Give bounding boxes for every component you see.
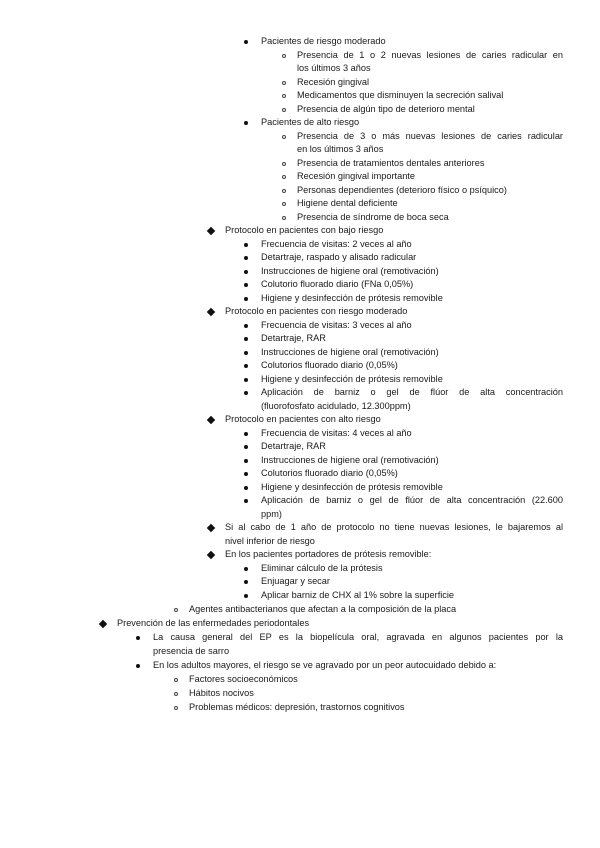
bullet-diamond-icon xyxy=(207,524,215,532)
text-line: Protocolo en pacientes con bajo riesgo xyxy=(225,225,384,235)
bullet-dot-icon xyxy=(244,459,248,463)
text-line: Hábitos nocivos xyxy=(189,688,254,698)
text-line: Problemas médicos: depresión, trastornos cognitivos xyxy=(189,702,405,712)
text-line: Presencia de tratamientos dentales anteriores xyxy=(297,158,485,168)
bullet-diamond-icon xyxy=(207,308,215,316)
text-line: Medicamentos que disminuyen la secreción salival xyxy=(297,90,504,100)
bullet-dot-icon xyxy=(244,337,248,341)
text-line: Aplicación de barniz o gel de flúor de alta concentración xyxy=(261,387,563,397)
text-line: Detartraje, RAR xyxy=(261,441,326,451)
text-line: (fluorofosfato acidulado, 12.300ppm) xyxy=(261,401,411,411)
bullet-dot-icon xyxy=(244,486,248,490)
text-line: Frecuencia de visitas: 4 veces al año xyxy=(261,428,412,438)
text-line: Presencia de algún tipo de deterioro mental xyxy=(297,104,475,114)
bullet-dot-icon xyxy=(244,351,248,355)
text-line: En los pacientes portadores de prótesis removible: xyxy=(225,549,432,559)
bullet-dot-icon xyxy=(136,664,140,668)
text-line: Higiene dental deficiente xyxy=(297,198,398,208)
bullet-circle-icon xyxy=(174,706,178,710)
text-line: Colutorio fluorado diario (FNa 0,05%) xyxy=(261,279,414,289)
text-line: Detartraje, RAR xyxy=(261,333,326,343)
text-line: Presencia de 1 o 2 nuevas lesiones de caries radicular en xyxy=(297,50,563,60)
text-line: En los adultos mayores, el riesgo se ve agravado por un peor autocuidado debido a: xyxy=(153,660,497,670)
text-line: Higiene y desinfección de prótesis removible xyxy=(261,482,443,492)
bullet-diamond-icon xyxy=(207,551,215,559)
bullet-circle-icon xyxy=(174,678,178,682)
bullet-dot-icon xyxy=(244,499,248,503)
bullet-dot-icon xyxy=(244,472,248,476)
text-line: Colutorios fluorado diario (0,05%) xyxy=(261,360,398,370)
bullet-circle-icon xyxy=(282,189,286,193)
bullet-diamond-icon xyxy=(99,620,107,628)
text-line: presencia de sarro xyxy=(153,646,230,656)
text-line: Higiene y desinfección de prótesis removible xyxy=(261,374,443,384)
text-line: Detartraje, raspado y alisado radicular xyxy=(261,252,417,262)
text-line: Factores socioeconómicos xyxy=(189,674,298,684)
bullet-dot-icon xyxy=(244,243,248,247)
bullet-diamond-icon xyxy=(207,227,215,235)
bullet-dot-icon xyxy=(244,270,248,274)
text-line: Recesión gingival importante xyxy=(297,171,415,181)
text-line: Enjuagar y secar xyxy=(261,576,330,586)
bullet-circle-icon xyxy=(282,175,286,179)
bullet-dot-icon xyxy=(244,432,248,436)
text-line: nivel inferior de riesgo xyxy=(225,536,315,546)
bullet-circle-icon xyxy=(174,692,178,696)
bullet-dot-icon xyxy=(244,378,248,382)
bullet-dot-icon xyxy=(244,297,248,301)
bullet-circle-icon xyxy=(282,202,286,206)
text-line: Personas dependientes (deterioro físico o psíquico) xyxy=(297,185,507,195)
bullet-circle-icon xyxy=(282,216,286,220)
text-line: Colutorios fluorado diario (0,05%) xyxy=(261,468,398,478)
bullet-circle-icon xyxy=(174,608,178,612)
bullet-dot-icon xyxy=(136,636,140,640)
text-line: Protocolo en pacientes con riesgo moderado xyxy=(225,306,408,316)
text-line: los últimos 3 años xyxy=(297,63,371,73)
text-line: Frecuencia de visitas: 2 veces al año xyxy=(261,239,412,249)
bullet-dot-icon xyxy=(244,580,248,584)
text-line: Si al cabo de 1 año de protocolo no tiene nuevas lesiones, le bajaremos al xyxy=(225,522,563,532)
text-line: Instrucciones de higiene oral (remotivación) xyxy=(261,266,439,276)
text-line: Pacientes de riesgo moderado xyxy=(261,36,386,46)
text-line: ppm) xyxy=(261,509,282,519)
text-line: La causa general del EP es la biopelícula oral, agravada en algunos pacientes por la xyxy=(153,632,563,642)
bullet-circle-icon xyxy=(282,135,286,139)
bullet-circle-icon xyxy=(282,162,286,166)
text-line: Presencia de síndrome de boca seca xyxy=(297,212,449,222)
text-line: Protocolo en pacientes con alto riesgo xyxy=(225,414,381,424)
bullet-dot-icon xyxy=(244,40,248,44)
text-line: Presencia de 3 o más nuevas lesiones de caries radicular xyxy=(297,131,563,141)
text-line: Pacientes de alto riesgo xyxy=(261,117,360,127)
bullet-dot-icon xyxy=(244,445,248,449)
bullet-dot-icon xyxy=(244,283,248,287)
text-line: Instrucciones de higiene oral (remotivación) xyxy=(261,455,439,465)
bullet-dot-icon xyxy=(244,391,248,395)
text-line: Eliminar cálculo de la prótesis xyxy=(261,563,383,573)
bullet-dot-icon xyxy=(244,594,248,598)
bullet-diamond-icon xyxy=(207,416,215,424)
bullet-dot-icon xyxy=(244,121,248,125)
text-line: Aplicar barniz de CHX al 1% sobre la superficie xyxy=(261,590,455,600)
bullet-dot-icon xyxy=(244,364,248,368)
text-line: Instrucciones de higiene oral (remotivación) xyxy=(261,347,439,357)
bullet-circle-icon xyxy=(282,81,286,85)
text-line: Higiene y desinfección de prótesis removible xyxy=(261,293,443,303)
text-line: Recesión gingival xyxy=(297,77,370,87)
text-line: Agentes antibacterianos que afectan a la composición de la placa xyxy=(189,604,457,614)
bullet-circle-icon xyxy=(282,54,286,58)
text-line: Aplicación de barniz o gel de flúor de alta concentración (22.600 xyxy=(261,495,563,505)
bullet-dot-icon xyxy=(244,567,248,571)
bullet-dot-icon xyxy=(244,256,248,260)
bullet-circle-icon xyxy=(282,94,286,98)
bullet-circle-icon xyxy=(282,108,286,112)
text-line: Frecuencia de visitas: 3 veces al año xyxy=(261,320,412,330)
bullet-dot-icon xyxy=(244,324,248,328)
text-line: Prevención de las enfermedades periodontales xyxy=(117,618,310,628)
text-line: en los últimos 3 años xyxy=(297,144,384,154)
